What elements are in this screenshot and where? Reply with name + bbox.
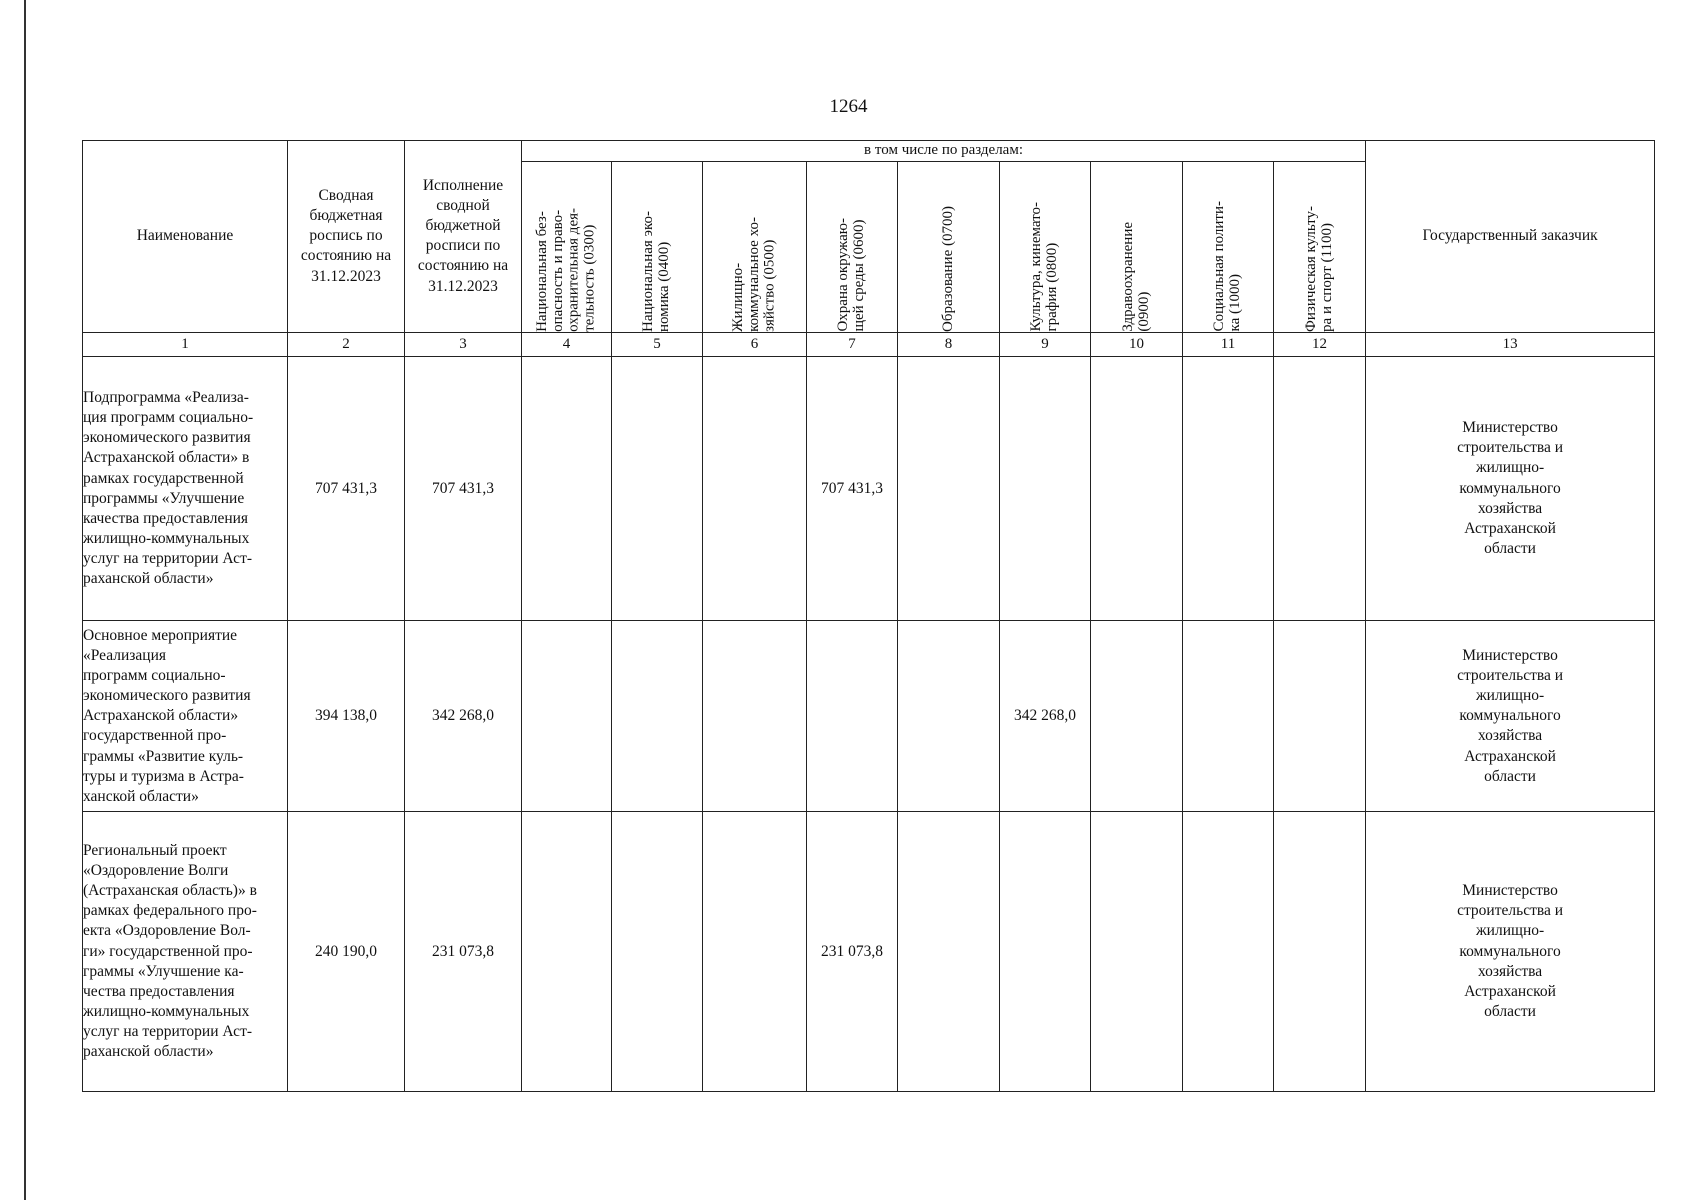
column-number: 8	[898, 332, 1000, 356]
row-section-0600	[807, 621, 898, 812]
row-section-0500	[703, 812, 807, 1092]
row-section-0300	[522, 357, 612, 621]
header-section-0800	[1000, 161, 1091, 332]
header-section-label: Физическая культу- ра и спорт (1100)	[1302, 205, 1335, 332]
header-row-top	[83, 141, 1655, 162]
header-customer: Государственный заказчик	[1366, 141, 1655, 333]
column-number: 4	[522, 332, 612, 356]
row-customer: Министерство строительства и жилищно- коммунального хозяйства Астраханской области	[1366, 357, 1655, 621]
row-section-0800	[1000, 812, 1091, 1092]
table-row	[83, 812, 1655, 1092]
row-section-1000	[1183, 812, 1274, 1092]
header-section-1100	[1274, 161, 1366, 332]
header-name: Наименование	[83, 141, 288, 333]
column-number: 2	[288, 332, 405, 356]
column-number: 3	[405, 332, 522, 356]
row-section-0900	[1091, 621, 1183, 812]
row-section-1000	[1183, 357, 1274, 621]
column-number: 12	[1274, 332, 1366, 356]
row-section-0900	[1091, 812, 1183, 1092]
header-section-0400	[612, 161, 703, 332]
row-section-0600: 231 073,8	[807, 812, 898, 1092]
header-section-0700	[898, 161, 1000, 332]
header-section-0600	[807, 161, 898, 332]
row-customer: Министерство строительства и жилищно- коммунального хозяйства Астраханской области	[1366, 621, 1655, 812]
row-section-0900	[1091, 357, 1183, 621]
table-row	[83, 621, 1655, 812]
row-section-0500	[703, 621, 807, 812]
table-row	[83, 357, 1655, 621]
row-section-0300	[522, 812, 612, 1092]
header-summary-budget: Сводная бюджетная роспись по состоянию на 31.12.2023	[288, 141, 405, 333]
row-execution: 707 431,3	[405, 357, 522, 621]
row-section-1100	[1274, 621, 1366, 812]
row-name: Региональный проект «Оздоровление Волги (Астраханская область)» в рамках федерального про- екта «Оздоровление Вол- ги» государственной про- граммы «Улучшение ка- чества предоставления жилищно-коммунальных услуг на территории Аст- раханской области»	[83, 812, 288, 1092]
column-number: 9	[1000, 332, 1091, 356]
row-section-1100	[1274, 812, 1366, 1092]
row-section-0800: 342 268,0	[1000, 621, 1091, 812]
header-execution: Исполнение сводной бюджетной росписи по состоянию на 31.12.2023	[405, 141, 522, 333]
header-section-label: Социальная полити- ка (1000)	[1211, 201, 1243, 332]
row-section-0300	[522, 621, 612, 812]
header-section-label: Образование (0700)	[939, 205, 956, 332]
column-number: 7	[807, 332, 898, 356]
row-section-1000	[1183, 621, 1274, 812]
header-sections-group: в том числе по разделам:	[522, 141, 1366, 162]
row-section-0800	[1000, 357, 1091, 621]
header-section-label: Национальная без- опасность и право- охранительная дея- тельность (0300)	[534, 207, 598, 332]
row-summary-budget: 707 431,3	[288, 357, 405, 621]
header-section-label: Жилищно- коммунальное хо- зяйство (0500)	[729, 216, 778, 332]
column-number: 11	[1183, 332, 1274, 356]
row-name: Основное мероприятие «Реализация программ социально- экономического развития Астраханской области» государственной про- граммы «Развитие куль- туры и туризма в Астра- ханской области»	[83, 621, 288, 812]
column-number-row	[83, 332, 1655, 356]
row-section-0700	[898, 621, 1000, 812]
header-section-0900	[1091, 161, 1183, 332]
column-number: 10	[1091, 332, 1183, 356]
column-number: 13	[1366, 332, 1655, 356]
header-section-label: Здравоохранение (0900)	[1119, 222, 1152, 332]
row-section-0400	[612, 812, 703, 1092]
row-section-0700	[898, 812, 1000, 1092]
row-section-1100	[1274, 357, 1366, 621]
row-name: Подпрограмма «Реализа- ция программ социально- экономического развития Астраханской области» в рамках государственной программы «Улучшение качества предоставления жилищно-коммунальных услуг на территории Аст- раханской области»	[83, 357, 288, 621]
header-section-label: Национальная эко- номика (0400)	[640, 210, 672, 332]
row-section-0500	[703, 357, 807, 621]
row-execution: 231 073,8	[405, 812, 522, 1092]
header-section-0300	[522, 161, 612, 332]
row-section-0400	[612, 621, 703, 812]
header-section-0500	[703, 161, 807, 332]
header-section-label: Охрана окружаю- щей среды (0600)	[835, 218, 867, 332]
page-number: 1264	[829, 96, 868, 117]
budget-table	[82, 140, 1655, 1092]
row-section-0700	[898, 357, 1000, 621]
column-number: 6	[703, 332, 807, 356]
row-section-0400	[612, 357, 703, 621]
row-summary-budget: 394 138,0	[288, 621, 405, 812]
row-summary-budget: 240 190,0	[288, 812, 405, 1092]
header-section-label: Культура, кинемато- графия (0800)	[1028, 202, 1060, 332]
column-number: 5	[612, 332, 703, 356]
binding-margin-line	[24, 0, 26, 1200]
row-section-0600: 707 431,3	[807, 357, 898, 621]
column-number: 1	[83, 332, 288, 356]
header-section-1000	[1183, 161, 1274, 332]
row-customer: Министерство строительства и жилищно- коммунального хозяйства Астраханской области	[1366, 812, 1655, 1092]
row-execution: 342 268,0	[405, 621, 522, 812]
